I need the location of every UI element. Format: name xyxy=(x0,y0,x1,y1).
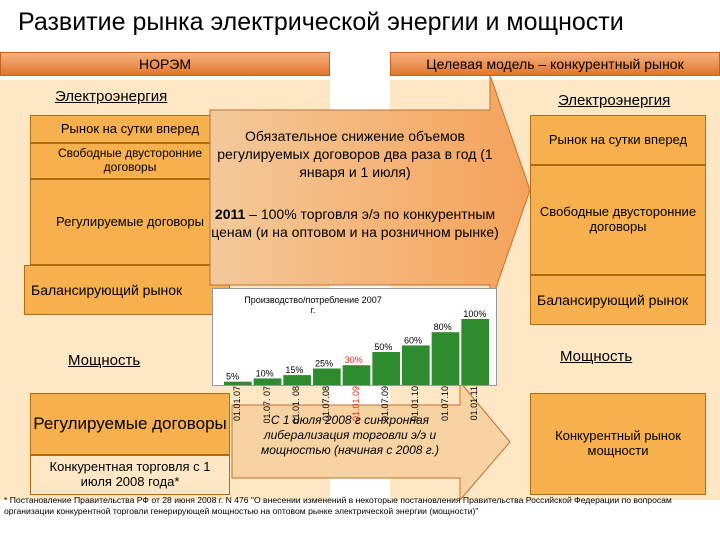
chart-value-label: 80% xyxy=(433,322,452,333)
chart-value-label: 5% xyxy=(226,371,240,382)
chart-tick-label: 01.01. 08 xyxy=(291,386,302,424)
chart-tick-label: 01.01.10 xyxy=(409,386,420,422)
chart-bar xyxy=(402,345,430,385)
chart-bar xyxy=(283,375,311,385)
right-day-ahead-box: Рынок на сутки вперед xyxy=(530,115,706,165)
chart-value-label: 25% xyxy=(315,358,334,369)
chart-value-label: 60% xyxy=(404,335,423,346)
year-2011: 2011 xyxy=(214,206,246,222)
left-energy-heading: Электроэнергия xyxy=(55,88,168,105)
arrow-text-2011 xyxy=(210,205,500,241)
chart-title: Производство/потребление 2007 г. xyxy=(244,295,382,316)
footnote: * Постановление Правительства РФ от 28 июня 2008 г. N 476 "О внесении изменений в некоторые постановления Правительства Российской Федерации по вопросам организации конкурентной торговли генерирующей мощностью на оптовом рынке электрической энергии (мощности)" xyxy=(4,495,672,516)
chart-tick-label: 01.01.11 xyxy=(469,386,480,421)
left-regulated-box: Регулируемые договоры xyxy=(30,179,230,265)
capacity-arrow-text: С 1 июля 2008 г синхронная либерализация торговли э/э и мощностью (начиная с 2008 г.) xyxy=(260,413,440,457)
chart-tick-label: 01.07.10 xyxy=(439,386,450,422)
right-bilateral-box: Свободные двусторонние договоры xyxy=(530,165,706,275)
chart-bar xyxy=(254,378,282,385)
chart-value-label: 50% xyxy=(374,342,393,352)
chart-value-label: 30% xyxy=(344,355,363,366)
chart-value-label: 15% xyxy=(285,365,304,376)
right-balancing-box: Балансирующий рынок xyxy=(530,275,706,325)
arrow-text-reduction: Обязательное снижение объемов регулируемых договоров два раза в год (1 января и 1 июля) xyxy=(217,128,493,181)
chart-bar xyxy=(343,365,371,385)
chart-value-label: 10% xyxy=(255,368,274,379)
chart-svg xyxy=(213,289,498,387)
chart-bar xyxy=(461,319,489,385)
left-capacity-competitive-box: Конкурентная торговля с 1 июля 2008 года* xyxy=(30,455,230,495)
left-day-ahead-box: Рынок на сутки вперед xyxy=(30,115,230,143)
chart-tick-label: 01.01.07 xyxy=(231,386,242,422)
liberalization-chart xyxy=(212,288,497,386)
chart-tick-label: 01.07. 07 xyxy=(261,386,272,424)
chart-bar xyxy=(313,369,341,386)
page-title: Развитие рынка электрической энергии и мощности xyxy=(18,8,624,36)
right-capacity-heading: Мощность xyxy=(560,348,633,365)
norem-band: НОРЭМ xyxy=(0,52,330,76)
left-capacity-heading: Мощность xyxy=(68,352,141,369)
chart-value-label: 100% xyxy=(463,309,487,319)
chart-bar xyxy=(224,382,252,385)
chart-tick-label: 01.07.09 xyxy=(380,386,391,422)
arrow-text-2011-rest: – 100% торговля э/э по конкурентным ценам (и на оптовом и на розничном рынке) xyxy=(211,206,499,241)
left-bilateral-box: Свободные двусторонние договоры xyxy=(30,143,230,179)
right-capacity-market-box: Конкурентный рынок мощности xyxy=(530,393,706,495)
chart-bar xyxy=(432,332,460,385)
chart-ticks xyxy=(212,386,497,424)
chart-tick-label: 01.07.08 xyxy=(320,386,331,422)
right-energy-heading: Электроэнергия xyxy=(558,92,671,109)
left-capacity-regulated-box: Регулируемые договоры xyxy=(30,393,230,455)
chart-bar xyxy=(372,352,400,385)
target-model-band: Целевая модель – конкурентный рынок xyxy=(390,52,720,76)
liberalization-arrow xyxy=(210,75,530,305)
left-balancing-box: Балансирующий рынок xyxy=(24,265,230,315)
chart-tick-label: 01.01.09 xyxy=(350,386,361,422)
